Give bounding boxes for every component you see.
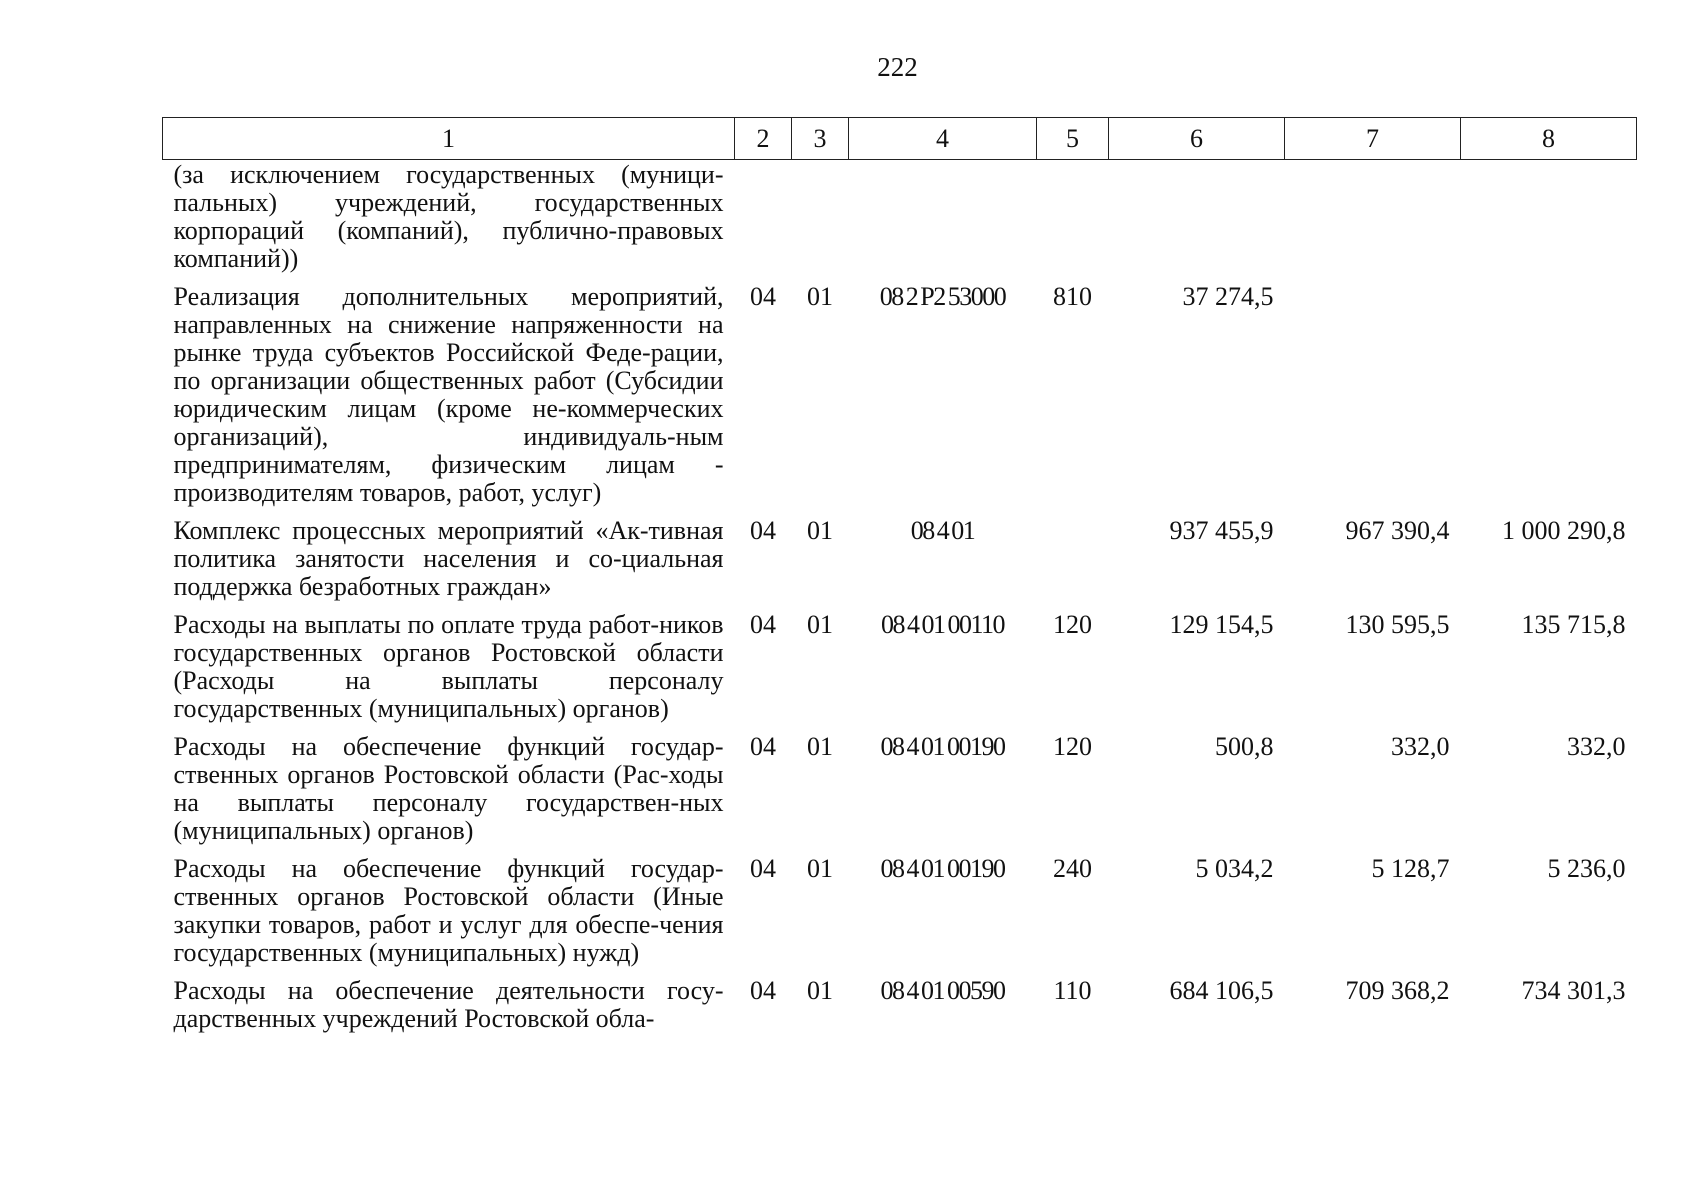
row-amount-col8: 135 715,8 bbox=[1521, 610, 1626, 639]
row-expense-type bbox=[1037, 160, 1109, 284]
row-description: Расходы на обеспечение деятельности госу-дарственных учреждений Ростовской обла- bbox=[173, 976, 724, 1033]
row-amount-col6: 937 455,9 bbox=[1169, 516, 1274, 545]
row-description: Расходы на выплаты по оплате труда работ-ников государственных органов Ростовской области (Расходы на выплаты персоналу государственных (муниципальных) органов) bbox=[173, 610, 724, 723]
row-description: Реализация дополнительных мероприятий, направленных на снижение напряженности на рынке труда субъектов Российской Феде-рации, по организации общественных работ (Субсидии юридическим лицам (кроме не-коммерческих организаций), индивидуаль-ным предпринимателям, физическим лицам - производителям товаров, работ, услуг) bbox=[173, 282, 724, 507]
header-cell-7: 7 bbox=[1285, 118, 1461, 160]
row-amount-col6: 129 154,5 bbox=[1169, 610, 1274, 639]
row-target-article: 08 2 Р2 53000 bbox=[879, 282, 1006, 311]
row-description: (за исключением государственных (муници-пальных) учреждений, государственных корпораций (компаний), публично-правовых компаний)) bbox=[173, 160, 724, 273]
row-amount-col8 bbox=[1461, 283, 1637, 517]
row-target-article: 08 4 01 bbox=[910, 516, 975, 545]
table-row bbox=[163, 283, 1637, 517]
page-number: 222 bbox=[877, 52, 918, 82]
row-target-article bbox=[849, 160, 1037, 284]
row-subsection-code: 01 bbox=[807, 516, 833, 545]
table-row bbox=[163, 977, 1637, 1043]
table-row bbox=[163, 611, 1637, 733]
row-amount-col7: 967 390,4 bbox=[1345, 516, 1450, 545]
row-target-article: 08 4 01 00590 bbox=[880, 976, 1005, 1005]
row-amount-col6: 684 106,5 bbox=[1169, 976, 1274, 1005]
row-description: Расходы на обеспечение функций государ-ственных органов Ростовской области (Иные закупки товаров, работ и услуг для обеспе-чения государственных (муниципальных) нужд) bbox=[173, 854, 724, 967]
row-amount-col8: 1 000 290,8 bbox=[1502, 516, 1626, 545]
header-cell-4: 4 bbox=[849, 118, 1037, 160]
row-section-code bbox=[735, 160, 792, 284]
row-expense-type: 120 bbox=[1053, 732, 1092, 761]
row-amount-col8: 332,0 bbox=[1567, 732, 1626, 761]
row-amount-col7: 709 368,2 bbox=[1345, 976, 1450, 1005]
header-cell-2: 2 bbox=[735, 118, 792, 160]
table-row bbox=[163, 733, 1637, 855]
row-amount-col8 bbox=[1461, 160, 1637, 284]
row-amount-col8: 5 236,0 bbox=[1547, 854, 1626, 883]
header-cell-3: 3 bbox=[792, 118, 849, 160]
row-subsection-code: 01 bbox=[807, 732, 833, 761]
header-cell-5: 5 bbox=[1037, 118, 1109, 160]
row-target-article: 08 4 01 00190 bbox=[880, 732, 1005, 761]
row-section-code: 04 bbox=[750, 732, 776, 761]
row-expense-type: 110 bbox=[1053, 976, 1092, 1005]
row-target-article: 08 4 01 00190 bbox=[880, 854, 1005, 883]
row-section-code: 04 bbox=[750, 610, 776, 639]
row-section-code: 04 bbox=[750, 516, 776, 545]
table-row bbox=[163, 855, 1637, 977]
table-row bbox=[163, 160, 1637, 284]
row-expense-type: 120 bbox=[1053, 610, 1092, 639]
header-row bbox=[163, 118, 1637, 160]
budget-table bbox=[162, 117, 1637, 1043]
row-section-code: 04 bbox=[750, 282, 776, 311]
row-amount-col7 bbox=[1285, 160, 1461, 284]
row-amount-col6: 37 274,5 bbox=[1182, 282, 1274, 311]
header-cell-8: 8 bbox=[1461, 118, 1637, 160]
header-cell-1: 1 bbox=[163, 118, 735, 160]
row-target-article: 08 4 01 00110 bbox=[880, 610, 1005, 639]
row-section-code: 04 bbox=[750, 976, 776, 1005]
row-expense-type bbox=[1037, 517, 1109, 611]
row-subsection-code: 01 bbox=[807, 976, 833, 1005]
row-subsection-code: 01 bbox=[807, 610, 833, 639]
row-expense-type: 810 bbox=[1053, 282, 1092, 311]
row-amount-col7: 332,0 bbox=[1391, 732, 1450, 761]
row-amount-col7: 130 595,5 bbox=[1345, 610, 1450, 639]
row-amount-col6: 5 034,2 bbox=[1195, 854, 1274, 883]
row-description: Расходы на обеспечение функций государ-ственных органов Ростовской области (Рас-ходы на выплаты персоналу государствен-ных (муниципальных) органов) bbox=[173, 732, 724, 845]
table-row bbox=[163, 517, 1637, 611]
row-subsection-code bbox=[792, 160, 849, 284]
row-amount-col8: 734 301,3 bbox=[1521, 976, 1626, 1005]
row-section-code: 04 bbox=[750, 854, 776, 883]
row-description: Комплекс процессных мероприятий «Ак-тивная политика занятости населения и со-циальная поддержка безработных граждан» bbox=[173, 516, 724, 601]
row-amount-col7 bbox=[1285, 283, 1461, 517]
header-cell-6: 6 bbox=[1109, 118, 1285, 160]
row-expense-type: 240 bbox=[1053, 854, 1092, 883]
row-amount-col6 bbox=[1109, 160, 1285, 284]
row-subsection-code: 01 bbox=[807, 854, 833, 883]
row-amount-col7: 5 128,7 bbox=[1371, 854, 1450, 883]
row-amount-col6: 500,8 bbox=[1215, 732, 1274, 761]
row-subsection-code: 01 bbox=[807, 282, 833, 311]
